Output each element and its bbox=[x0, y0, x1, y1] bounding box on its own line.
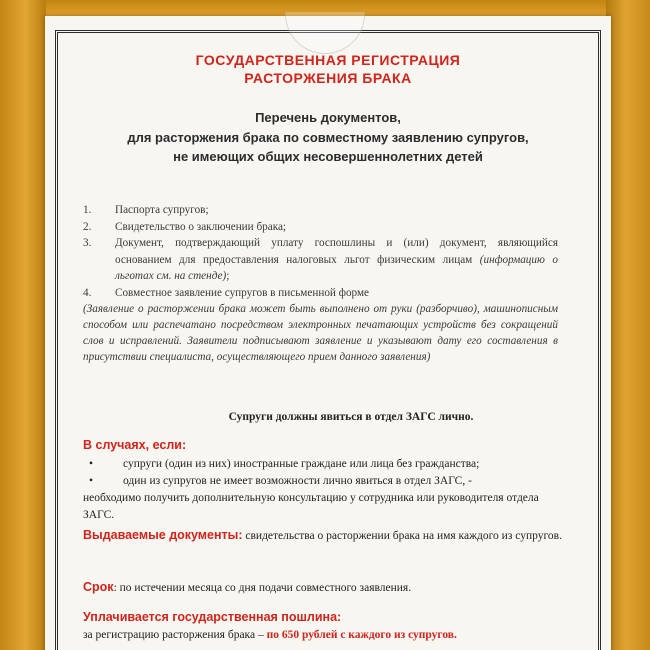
item-text: Паспорта супругов; bbox=[115, 204, 209, 216]
item-note: (информацию о льготах см. на стенде) bbox=[115, 253, 558, 282]
subtitle-line-3: не имеющих общих несовершеннолетних детей bbox=[173, 149, 483, 164]
title-line-1: ГОСУДАРСТВЕННАЯ РЕГИСТРАЦИЯ bbox=[195, 52, 461, 68]
fee-label: Уплачивается государственная пошлина: bbox=[83, 610, 342, 624]
notice-sheet bbox=[45, 16, 611, 650]
term bbox=[83, 578, 567, 597]
list-item bbox=[83, 456, 561, 473]
documents-list bbox=[83, 202, 558, 365]
fee-amount: по 650 рублей с каждого из супругов. bbox=[266, 629, 457, 641]
list-item bbox=[83, 219, 558, 236]
fee bbox=[83, 608, 567, 644]
item-number: 1. bbox=[83, 204, 92, 216]
frame-left-edge bbox=[0, 0, 46, 650]
item-text: Свидетельство о заключении брака; bbox=[115, 220, 287, 233]
bullet-icon: • bbox=[89, 475, 94, 487]
item-number: 3. bbox=[83, 237, 92, 249]
case-text: один из супругов не имеет возможности лично явиться в отдел ЗАГС, - bbox=[123, 475, 472, 487]
personal-notice: Супруги должны явиться в отдел ЗАГС лично. bbox=[228, 411, 474, 423]
bullet-icon: • bbox=[89, 458, 94, 470]
list-item bbox=[83, 285, 558, 302]
frame-right-edge bbox=[606, 0, 650, 650]
item-tail: ; bbox=[226, 270, 230, 282]
case-text: супруги (один из них) иностранные граждане или лица без гражданства; bbox=[123, 458, 480, 470]
issued-text: свидетельства о расторжении брака на имя каждого из супругов. bbox=[245, 530, 562, 542]
cases-heading: В случаях, если: bbox=[83, 438, 187, 452]
item-text: Документ, подтверждающий уплату госпошлины и (или) документ, являющийся основанием для предоставления налоговых льгот физическим лицам bbox=[115, 237, 558, 266]
fee-text: за регистрацию расторжения брака – bbox=[83, 629, 267, 641]
cases-list bbox=[83, 456, 561, 524]
item-number: 2. bbox=[83, 220, 92, 233]
term-label: Срок bbox=[83, 580, 114, 594]
item-text: Совместное заявление супругов в письменной форме bbox=[115, 286, 370, 299]
list-item bbox=[83, 202, 558, 219]
list-item bbox=[83, 473, 561, 490]
application-note: (Заявление о расторжении брака может быть выполнено от руки (разборчиво), машинописным способом или распечатано посредством электронных печатающих устройств без сокращений слов и исправлений. Заявители подписывают заявление и указывают дату его составления в присутствии специалиста, осуществляющего прием данного заявления) bbox=[83, 303, 558, 363]
issued-documents bbox=[83, 526, 567, 545]
cases-continuation: необходимо получить дополнительную консультацию у сотрудника или руководителя отдела ЗАГС. bbox=[83, 492, 539, 521]
list-item bbox=[83, 235, 558, 285]
subtitle-line-2: для расторжения брака по совместному заявлению супругов, bbox=[127, 130, 529, 145]
term-text: : по истечении месяца со дня подачи совместного заявления. bbox=[113, 582, 412, 594]
item-number: 4. bbox=[83, 286, 92, 299]
subtitle-line-1: Перечень документов, bbox=[255, 110, 401, 125]
title-line-2: РАСТОРЖЕНИЯ БРАКА bbox=[244, 70, 412, 86]
issued-label: Выдаваемые документы: bbox=[83, 528, 243, 542]
